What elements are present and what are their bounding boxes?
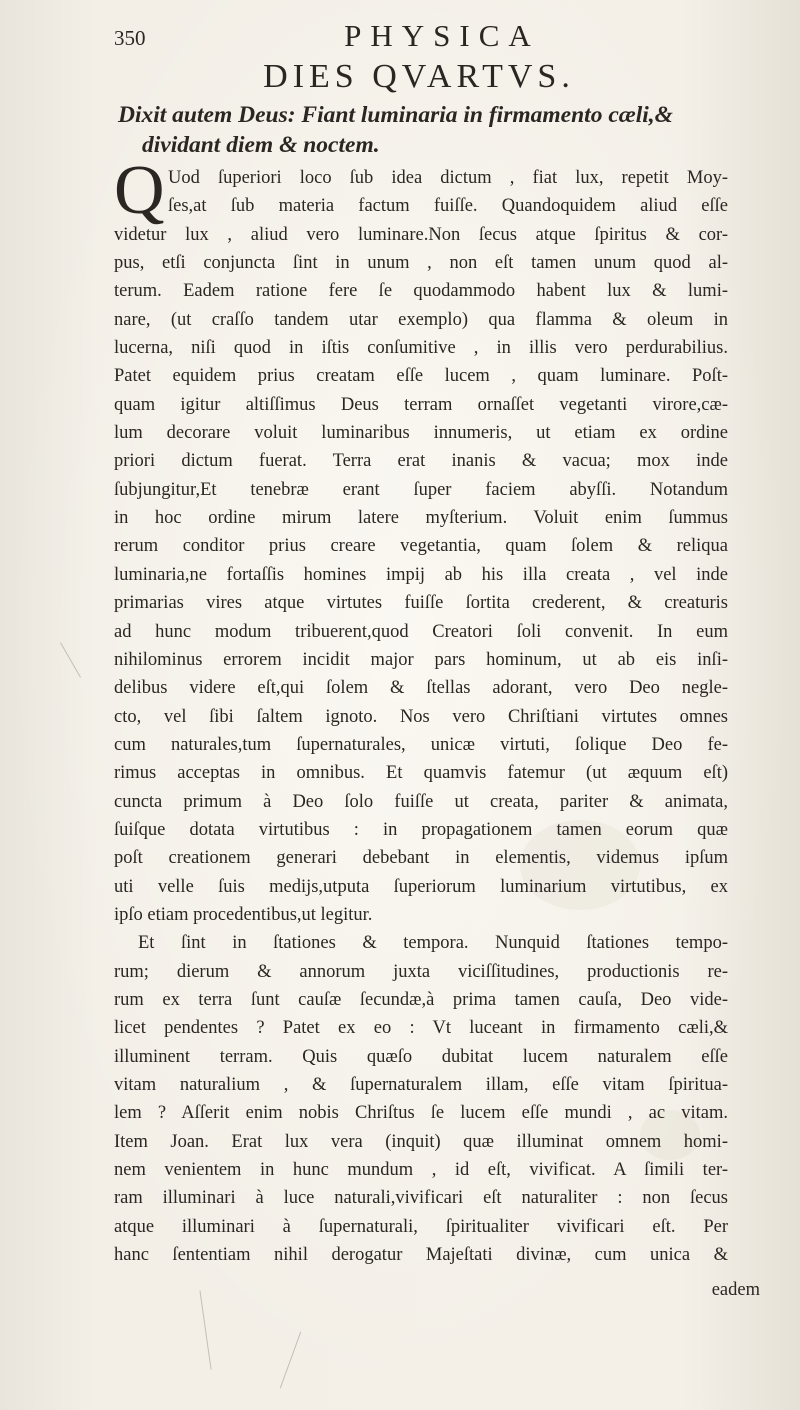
text-line: uti velle ſuis medijs,utputa ſuperiorum luminarium virtutibus, ex [114, 876, 728, 897]
drop-capital: Q [114, 152, 165, 229]
text-line: lum decorare voluit luminaribus innumeris, ut etiam ex ordine [114, 423, 728, 444]
text-line: nem venientem in hunc mundum , id eſt, vivificat. A ſimili ter- [114, 1160, 728, 1181]
text-line: vitam naturalium , & ſupernaturalem illam, eſſe vitam ſpiritua- [114, 1075, 728, 1095]
text-line: ſes,at ſub materia factum fuiſſe. Quandoquidem aliud eſſe [168, 196, 728, 217]
text-line: licet pendentes ? Patet ex eo : Vt luceant in firmamento cæli,& [114, 1018, 728, 1039]
text-line: ad hunc modum tribuerent,quod Creatori ſoli convenit. In eum [114, 621, 728, 642]
catchword: eadem [711, 1280, 760, 1300]
text-line: ipſo etiam procedentibus,ut legitur. [114, 904, 373, 925]
text-line: cuncta primum à Deo ſolo fuiſſe ut creata, pariter & animata, [114, 791, 728, 812]
lemma-line-2: dividant diem & noctem. [142, 132, 380, 158]
body-text [114, 152, 728, 1269]
text-line: in hoc ordine mirum latere myſterium. Voluit enim ſummus [114, 508, 728, 529]
text-line: Item Joan. Erat lux vera (inquit) quæ illuminat omnem homi- [114, 1131, 728, 1152]
text-line: rerum conditor prius creare vegetantia, quam ſolem & reliqua [114, 536, 728, 557]
text-line: Patet equidem prius creatam eſſe lucem , quam luminare. Poſt- [114, 366, 728, 387]
text-line: ſuiſque dotata virtutibus : in propagationem tamen eorum quæ [114, 819, 728, 840]
text-line: terum. Eadem ratione fere ſe quodammodo habent lux & lumi- [114, 281, 728, 302]
text-line: nare, (ut craſſo tandem utar exemplo) qua flamma & oleum in [114, 309, 728, 330]
page-number: 350 [114, 26, 146, 50]
text-line: luminaria,ne fortaſſis homines impij ab his illa creata , vel inde [114, 564, 728, 585]
text-line: delibus videre eſt,qui ſolem & ſtellas adorant, vero Deo negle- [114, 678, 728, 699]
show-through-mark [60, 642, 81, 677]
text-line: Et ſint in ſtationes & tempora. Nunquid ſtationes tempo- [138, 933, 728, 954]
text-line: ſubjungitur,Et tenebræ erant ſuper faciem abyſſi. Notandum [114, 479, 728, 500]
text-line: rum; dierum & annorum juxta viciſſitudines, productionis re- [114, 961, 728, 982]
text-line: priori dictum fuerat. Terra erat inanis & vacua; mox inde [114, 451, 728, 472]
text-line: lucerna, niſi quod in iſtis conſumitive , in illis vero perdurabilius. [114, 338, 728, 359]
scripture-lemma [118, 100, 728, 160]
text-line: rum ex terra ſunt cauſæ ſecundæ,à prima tamen cauſa, Deo vide- [114, 989, 728, 1010]
text-line: poſt creationem generari debebant in elementis, videmus ipſum [114, 848, 728, 869]
running-title: PHYSICA [344, 18, 540, 53]
text-line: cum naturales,tum ſupernaturales, unicæ virtuti, ſolique Deo fe- [114, 734, 728, 755]
text-line: videtur lux , aliud vero luminare.Non ſecus atque ſpiritus & cor- [114, 224, 728, 245]
show-through-mark [199, 1290, 211, 1369]
chapter-heading: DIES QVARTVS. [263, 58, 575, 95]
text-line: ram illuminari à luce naturali,vivificari eſt naturaliter : non ſecus [114, 1188, 728, 1209]
text-line: rimus acceptas in omnibus. Et quamvis fatemur (ut æquum eſt) [114, 763, 728, 784]
text-line: cto, vel ſibi ſaltem ignoto. Nos vero Chriſtiani virtutes omnes [114, 706, 728, 727]
text-line: pus, etſi conjuncta ſint in unum , non eſt tamen unum quod al- [114, 253, 728, 274]
running-head [114, 18, 724, 60]
lemma-line-1: Dixit autem Deus: Fiant luminaria in firmamento cæli,& [118, 102, 673, 128]
text-line: atque illuminari à ſupernaturali, ſpiritualiter vivificari eſt. Per [114, 1216, 728, 1237]
text-line: primarias vires atque virtutes fuiſſe ſortita crederent, & creaturis [114, 593, 728, 614]
text-line: illuminent terram. Quis quæſo dubitat lucem naturalem eſſe [114, 1046, 728, 1067]
text-line: Uod ſuperiori loco ſub idea dictum , fiat lux, repetit Moy- [168, 168, 728, 188]
show-through-mark [280, 1332, 301, 1389]
text-line: lem ? Aſſerit enim nobis Chriſtus ſe lucem eſſe mundi , ac vitam. [114, 1103, 728, 1124]
text-line: hanc ſententiam nihil derogatur Majeſtati divinæ, cum unica & [114, 1245, 728, 1266]
text-line: nihilominus errorem incidit major pars hominum, ut ab eis inſi- [114, 649, 728, 670]
text-line: quam igitur altiſſimus Deus terram ornaſſet vegetanti virore,cæ- [114, 394, 728, 415]
